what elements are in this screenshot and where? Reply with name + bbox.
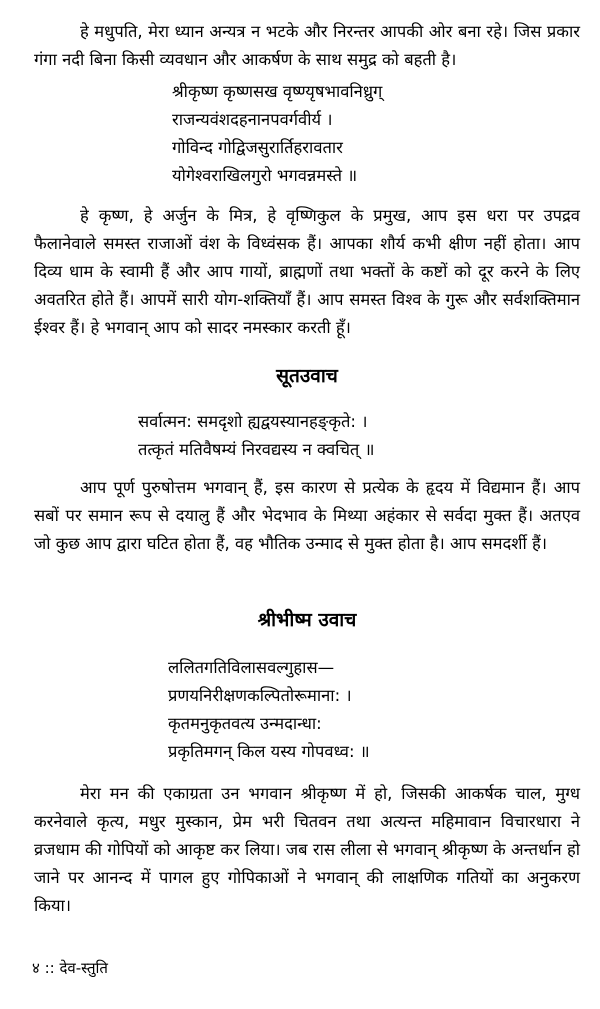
- verse-block-3: [168, 654, 580, 766]
- verse-line: श्रीकृष्ण कृष्णसख वृष्ण्यृषभावनिध्रुग्: [172, 82, 383, 101]
- verse-line: तत्कृतं मतिवैषम्यं निरवद्यस्य न क्वचित् ॥: [138, 440, 375, 459]
- paragraph-1: हे मधुपति, मेरा ध्यान अन्यत्र न भटके और निरन्तर आपकी ओर बना रहे। जिस प्रकार गंगा नदी बिना किसी व्यवधान और आकर्षण के साथ समुद्र को बहती है।: [34, 22, 580, 69]
- verse-line: ललितगतिविलासवल्गुहास—: [168, 658, 335, 677]
- verse-block-2: [138, 408, 580, 464]
- paragraph-4: मेरा मन की एकाग्रता उन भगवान श्रीकृष्ण में हो, जिसकी आकर्षक चाल, मुग्ध करनेवाले कृत्य, मधुर मुस्कान, प्रेम भरी चितवन तथा अत्यन्त महिमावान विचारधारा ने व्रजधाम की गोपियों को आकृष्ट कर लिया। जब रास लीला से भगवान् श्रीकृष्ण के अन्तर्धान हो जाने पर आनन्द में पागल हुए गोपिकाओं ने भगवान् की लाक्षणिक गतियों का अनुकरण किया।: [34, 784, 580, 915]
- verse-block-1: [172, 78, 580, 190]
- page-footer: ४ :: देव-स्तुति: [32, 959, 108, 977]
- verse-line: प्रकृतिमगन् किल यस्य गोपवध्व: ॥: [168, 742, 370, 761]
- paragraph-2: हे कृष्ण, हे अर्जुन के मित्र, हे वृष्णिकुल के प्रमुख, आप इस धरा पर उपद्रव फैलानेवाले समस्त राजाओं वंश के विध्वंसक हैं। आपका शौर्य कभी क्षीण नहीं होता। आप दिव्य धाम के स्वामी हैं और आप गायों, ब्राह्मणों तथा भक्तों के कष्टों को दूर करने के लिए अवतरित होते हैं। आपमें सारी योग-शक्तियाँ हैं। आप समस्त विश्व के गुरू और सर्वशक्तिमान ईश्वर हैं। हे भगवान् आप को सादर नमस्कार करती हूँ।: [34, 206, 580, 337]
- paragraph-3: आप पूर्ण पुरुषोत्तम भगवान् हैं, इस कारण से प्रत्येक के हृदय में विद्यमान हैं। आप सबों पर समान रूप से दयालु हैं और भेदभाव के मिथ्या अहंकार से सर्वदा मुक्त हैं। अतएव जो कुछ आप द्वारा घटित होता हैं, वह भौतिक उन्माद से मुक्त होता है। आप समदर्शी हैं।: [34, 478, 580, 553]
- verse-line: सर्वात्मन: समदृशो ह्यद्वयस्यानहङ्कृते: ।: [138, 412, 368, 431]
- verse-line: कृतमनुकृतवत्य उन्मदान्धा:: [168, 714, 322, 733]
- verse-line: गोविन्द गोद्विजसुरार्तिहरावतार: [172, 138, 343, 157]
- section-heading-suta: सूतउवाच: [276, 365, 338, 387]
- verse-line: राजन्यवंशदहनानपवर्गवीर्य ।: [172, 110, 333, 129]
- verse-line: प्रणयनिरीक्षणकल्पितोरूमाना: ।: [168, 686, 352, 705]
- section-heading-bhishma: श्रीभीष्म उवाच: [257, 609, 357, 631]
- page-body: [34, 18, 580, 920]
- verse-line: योगेश्वराखिलगुरो भगवन्नमस्ते ॥: [172, 166, 358, 185]
